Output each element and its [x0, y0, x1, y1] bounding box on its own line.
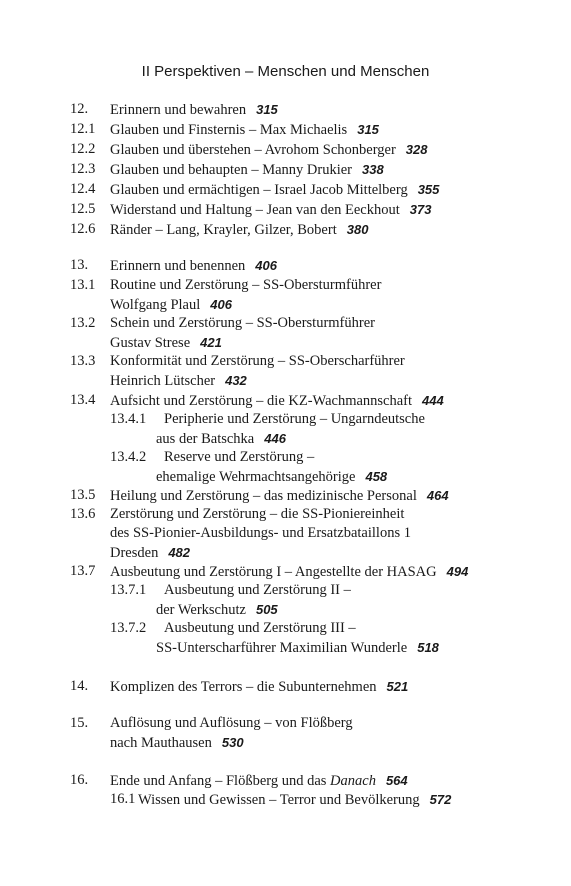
entry-title: Erinnern und benennen 406	[110, 258, 277, 274]
entry-number: 12.1	[70, 121, 96, 137]
page-number: 421	[200, 335, 222, 350]
entry-number: 12.3	[70, 161, 96, 177]
entry-title: Zerstörung und Zerstörung – die SS-Pioniereinheit	[110, 506, 405, 522]
entry-title-continued: ehemalige Wehrmachtsangehörige 458	[156, 469, 388, 485]
entry-number: 13.7	[70, 563, 96, 579]
page-number: 530	[221, 735, 244, 750]
entry-title-continued: nach Mauthausen 530	[110, 735, 244, 751]
page-number: 444	[422, 393, 444, 408]
entry-number: 12.6	[70, 221, 96, 237]
entry-number: 12.2	[70, 141, 96, 157]
page-number: 432	[225, 373, 247, 388]
entry-number: 16.	[70, 772, 89, 788]
page-number: 315	[256, 102, 278, 117]
page-number: 518	[417, 640, 439, 655]
page-number: 406	[255, 258, 277, 273]
entry-number: 13.4.2	[110, 449, 147, 465]
entry-title-continued: aus der Batschka 446	[156, 431, 286, 447]
entry-title-continued: Gustav Strese 421	[110, 335, 222, 351]
entry-title-continued: Dresden 482	[110, 545, 191, 561]
entry-number: 13.4.1	[110, 411, 147, 427]
entry-number: 13.4	[70, 392, 96, 408]
entry-title: Reserve und Zerstörung –	[164, 449, 315, 465]
entry-title: Ausbeutung und Zerstörung II –	[164, 582, 351, 598]
entry-title-continued: Heinrich Lütscher 432	[110, 373, 247, 389]
entry-title-continued: SS-Unterscharführer Maximilian Wunderle 518	[156, 640, 439, 656]
entry-title-continued: der Werkschutz 505	[156, 602, 278, 618]
entry-title-italic: Danach	[330, 773, 376, 789]
entry-title-continued: des SS-Pionier-Ausbildungs- und Ersatzbataillons 1	[110, 525, 411, 541]
entry-number: 13.7.1	[110, 582, 147, 598]
entry-title: Glauben und ermächtigen – Israel Jacob Mittelberg 355	[110, 182, 440, 198]
page-number: 572	[429, 792, 452, 807]
entry-number: 16.1	[110, 791, 136, 807]
entry-title: Glauben und behaupten – Manny Drukier 338	[110, 162, 384, 178]
entry-title-continued: Wolfgang Plaul 406	[110, 297, 232, 313]
entry-title: Widerstand und Haltung – Jean van den Eeckhout 373	[110, 202, 432, 218]
entry-title: Ende und Anfang – Flößberg und das Danach 564	[110, 773, 408, 789]
entry-number: 12.4	[70, 181, 96, 197]
page-number: 406	[210, 297, 232, 312]
page-number: 355	[417, 182, 440, 197]
entry-number: 13.	[70, 257, 89, 273]
page-number: 482	[168, 545, 191, 560]
page-number: 464	[426, 488, 449, 503]
entry-title: Konformität und Zerstörung – SS-Oberscharführer	[110, 353, 405, 369]
page-number: 564	[385, 773, 408, 788]
entry-number: 13.3	[70, 353, 96, 369]
entry-number: 13.5	[70, 487, 96, 503]
page-number: 505	[255, 602, 278, 617]
entry-number: 12.5	[70, 201, 96, 217]
page-number: 328	[405, 142, 428, 157]
entry-number: 13.2	[70, 315, 96, 331]
page-number: 380	[346, 222, 369, 237]
section-heading: II Perspektiven – Menschen und Menschen	[141, 63, 430, 80]
entry-number: 15.	[70, 715, 89, 731]
entry-number: 14.	[70, 678, 89, 694]
entry-title: Peripherie und Zerstörung – Ungarndeutsche	[164, 411, 425, 427]
entry-title: Routine und Zerstörung – SS-Obersturmführer	[110, 277, 382, 293]
entry-title: Heilung und Zerstörung – das medizinische Personal 464	[110, 488, 449, 504]
page-number: 315	[357, 122, 379, 137]
entry-title: Glauben und Finsternis – Max Michaelis 315	[110, 122, 379, 138]
entry-number: 13.6	[70, 506, 96, 522]
entry-title: Aufsicht und Zerstörung – die KZ-Wachmannschaft 444	[110, 393, 444, 409]
entry-title: Wissen und Gewissen – Terror und Bevölkerung 572	[138, 792, 452, 808]
entry-title: Ausbeutung und Zerstörung I – Angestellte der HASAG 494	[110, 564, 469, 580]
entry-title: Erinnern und bewahren 315	[110, 102, 278, 118]
entry-number: 12.	[70, 101, 89, 117]
entry-title: Ausbeutung und Zerstörung III –	[164, 620, 356, 636]
entry-number: 13.7.2	[110, 620, 147, 636]
entry-title: Auflösung und Auflösung – von Flößberg	[110, 715, 353, 731]
page-number: 446	[264, 431, 286, 446]
page-number: 338	[362, 162, 384, 177]
page-number: 458	[365, 469, 388, 484]
page-number: 521	[386, 679, 409, 694]
entry-title: Schein und Zerstörung – SS-Obersturmführer	[110, 315, 375, 331]
entry-title: Ränder – Lang, Krayler, Gilzer, Bobert 380	[110, 222, 369, 238]
page-number: 494	[446, 564, 469, 579]
entry-title: Glauben und überstehen – Avrohom Schonberger 328	[110, 142, 428, 158]
entry-title: Komplizen des Terrors – die Subunternehmen 521	[110, 679, 409, 695]
entry-number: 13.1	[70, 277, 96, 293]
page-number: 373	[409, 202, 432, 217]
